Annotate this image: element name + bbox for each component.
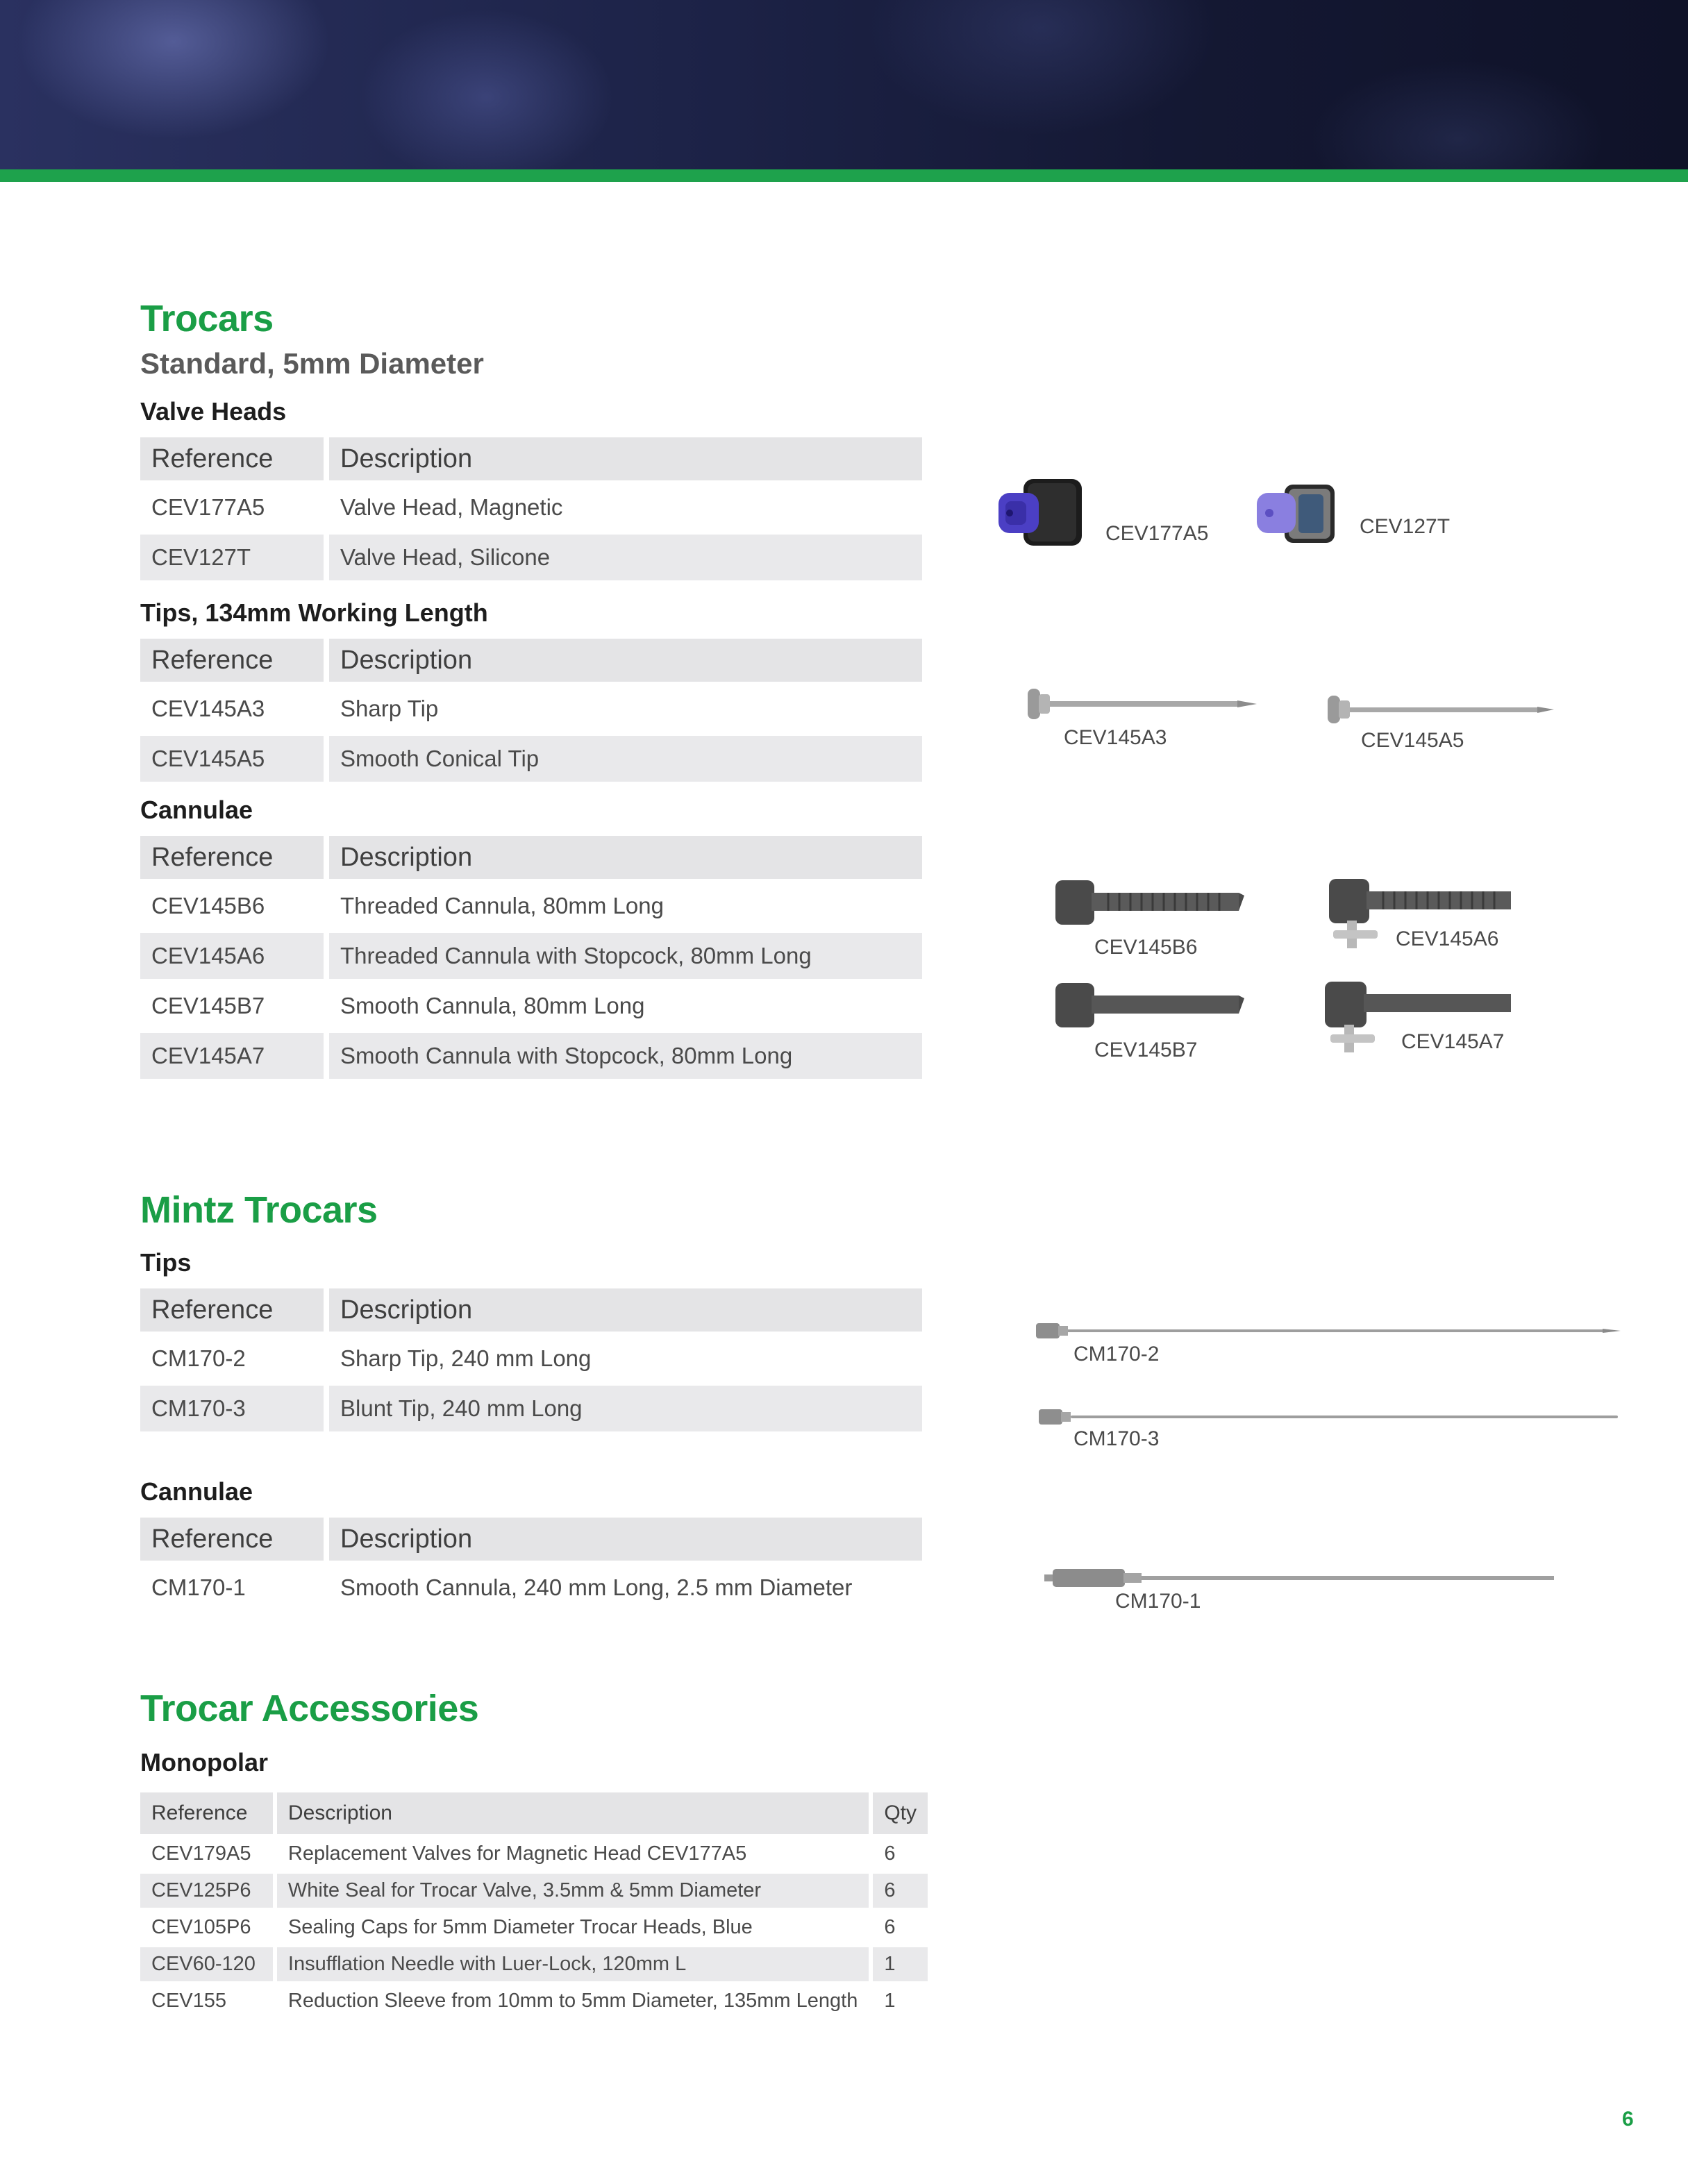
cell-description: Sharp Tip, 240 mm Long: [340, 1345, 592, 1371]
cell-reference: CM170-3: [140, 1386, 329, 1431]
table-row: [140, 1336, 922, 1381]
column-header-description: Description: [277, 1792, 873, 1834]
caption-cev145a6: CEV145A6: [1396, 927, 1499, 950]
mintz-smooth-cannula-image: [1042, 1566, 1558, 1590]
column-header-description: Description: [329, 1288, 922, 1332]
column-header-qty: Qty: [873, 1792, 928, 1834]
table-row: [140, 1033, 922, 1079]
cell-qty: 6: [884, 1916, 896, 1938]
valve-head-magnetic-image: [993, 475, 1090, 551]
cell-description: Smooth Conical Tip: [329, 736, 922, 782]
table-row: [140, 983, 922, 1029]
valve-head-silicone-image: [1250, 479, 1340, 548]
cell-description: Insufflation Needle with Luer-Lock, 120mm L: [277, 1947, 873, 1981]
table-row: [140, 1984, 928, 2018]
table-row: [140, 1874, 928, 1908]
cell-reference: CEV127T: [140, 535, 329, 580]
cell-description: Smooth Cannula, 80mm Long: [340, 993, 645, 1018]
caption-cm170-2: CM170-2: [1073, 1343, 1160, 1366]
cell-reference: CEV105P6: [140, 1910, 277, 1944]
column-header-description: Description: [329, 639, 922, 682]
cannulae-table: [140, 832, 922, 1083]
column-header-reference: Reference: [140, 1288, 329, 1332]
table-header-row: [140, 1288, 922, 1332]
monopolar-accessories-table: [140, 1790, 928, 2021]
caption-cev127t: CEV127T: [1360, 515, 1451, 538]
caption-cev145a5: CEV145A5: [1361, 729, 1464, 752]
cell-description: Threaded Cannula with Stopcock, 80mm Long: [329, 933, 922, 979]
mintz-tips-table: [140, 1284, 922, 1436]
cell-reference: CEV145B7: [140, 983, 329, 1029]
table-row: [140, 1947, 928, 1981]
threaded-cannula-image: [1053, 877, 1247, 929]
cell-reference: CEV145A3: [140, 686, 329, 732]
table-header-row: [140, 1518, 922, 1561]
page-number: 6: [1622, 2108, 1634, 2131]
column-header-reference: Reference: [140, 639, 329, 682]
table-header-row: [140, 639, 922, 682]
caption-cev145a3: CEV145A3: [1064, 726, 1167, 749]
cell-reference: CEV177A5: [140, 485, 329, 530]
header-banner-image: [0, 0, 1688, 169]
table-row: [140, 1565, 922, 1611]
cell-description: Sharp Tip: [340, 696, 439, 721]
cell-description: Sealing Caps for 5mm Diameter Trocar Heads, Blue: [277, 1910, 873, 1944]
cell-reference: CEV145A7: [140, 1033, 329, 1079]
mintz-cannulae-table: [140, 1513, 922, 1615]
cell-reference: CEV145B6: [140, 883, 329, 929]
column-header-description: Description: [329, 836, 922, 879]
cell-reference: CM170-2: [140, 1336, 329, 1381]
column-header-description: Description: [329, 1518, 922, 1561]
column-header-reference: Reference: [140, 1518, 329, 1561]
column-header-description: Description: [329, 437, 922, 480]
tips-table: [140, 635, 922, 786]
group-title-mintz-cannulae: Cannulae: [140, 1477, 253, 1506]
section-title-trocar-accessories: Trocar Accessories: [140, 1688, 479, 1729]
cell-description: Threaded Cannula, 80mm Long: [340, 893, 664, 918]
table-row: [140, 535, 922, 580]
conical-tip-image: [1323, 691, 1560, 729]
cell-description: Reduction Sleeve from 10mm to 5mm Diameter, 135mm Length: [277, 1984, 873, 2018]
valve-heads-table: [140, 433, 922, 585]
table-row: [140, 736, 922, 782]
sharp-tip-image: [1023, 683, 1260, 725]
cell-description: Smooth Cannula, 240 mm Long, 2.5 mm Diameter: [340, 1574, 853, 1600]
group-title-cannulae: Cannulae: [140, 796, 253, 824]
caption-cm170-3: CM170-3: [1073, 1427, 1160, 1450]
cell-reference: CM170-1: [140, 1565, 329, 1611]
table-row: [140, 485, 922, 530]
column-header-reference: Reference: [140, 836, 329, 879]
caption-cm170-1: CM170-1: [1115, 1590, 1201, 1613]
group-title-tips: Tips, 134mm Working Length: [140, 598, 488, 627]
cell-description: Replacement Valves for Magnetic Head CEV177A5: [277, 1837, 873, 1871]
table-row: [140, 933, 922, 979]
table-header-row: [140, 836, 922, 879]
column-header-reference: Reference: [140, 437, 329, 480]
cell-description: Valve Head, Magnetic: [340, 494, 563, 520]
cell-reference: CEV145A5: [140, 736, 329, 782]
section-title-trocars: Trocars: [140, 298, 274, 339]
caption-cev177a5: CEV177A5: [1105, 522, 1209, 545]
table-row: [140, 1910, 928, 1944]
caption-cev145b7: CEV145B7: [1094, 1039, 1198, 1061]
cell-description: Smooth Cannula with Stopcock, 80mm Long: [329, 1033, 922, 1079]
cell-reference: CEV145A6: [140, 933, 329, 979]
column-header-reference: Reference: [140, 1792, 277, 1834]
cell-description: Blunt Tip, 240 mm Long: [329, 1386, 922, 1431]
cell-qty: 1: [873, 1947, 928, 1981]
subtitle-standard-5mm: Standard, 5mm Diameter: [140, 347, 484, 380]
table-header-row: [140, 1792, 928, 1834]
table-row: [140, 1837, 928, 1871]
table-row: [140, 883, 922, 929]
cell-reference: CEV60-120: [140, 1947, 277, 1981]
cell-description: Valve Head, Silicone: [329, 535, 922, 580]
caption-cev145a7: CEV145A7: [1401, 1030, 1505, 1053]
table-header-row: [140, 437, 922, 480]
mintz-blunt-tip-image: [1036, 1406, 1623, 1427]
cell-description: White Seal for Trocar Valve, 3.5mm & 5mm Diameter: [277, 1874, 873, 1908]
group-title-valve-heads: Valve Heads: [140, 397, 287, 426]
header-green-rule: [0, 169, 1688, 182]
section-title-mintz-trocars: Mintz Trocars: [140, 1189, 378, 1231]
cell-qty: 6: [884, 1842, 896, 1865]
table-row: [140, 1386, 922, 1431]
cell-reference: CEV125P6: [140, 1874, 277, 1908]
smooth-cannula-image: [1053, 980, 1247, 1032]
caption-cev145b6: CEV145B6: [1094, 936, 1198, 959]
cell-reference: CEV179A5: [140, 1837, 277, 1871]
group-title-mintz-tips: Tips: [140, 1248, 192, 1277]
table-row: [140, 686, 922, 732]
cell-qty: 6: [873, 1874, 928, 1908]
group-title-monopolar: Monopolar: [140, 1748, 268, 1776]
cell-reference: CEV155: [140, 1984, 277, 2018]
cell-qty: 1: [884, 1990, 896, 2012]
mintz-sharp-tip-image: [1033, 1320, 1623, 1341]
